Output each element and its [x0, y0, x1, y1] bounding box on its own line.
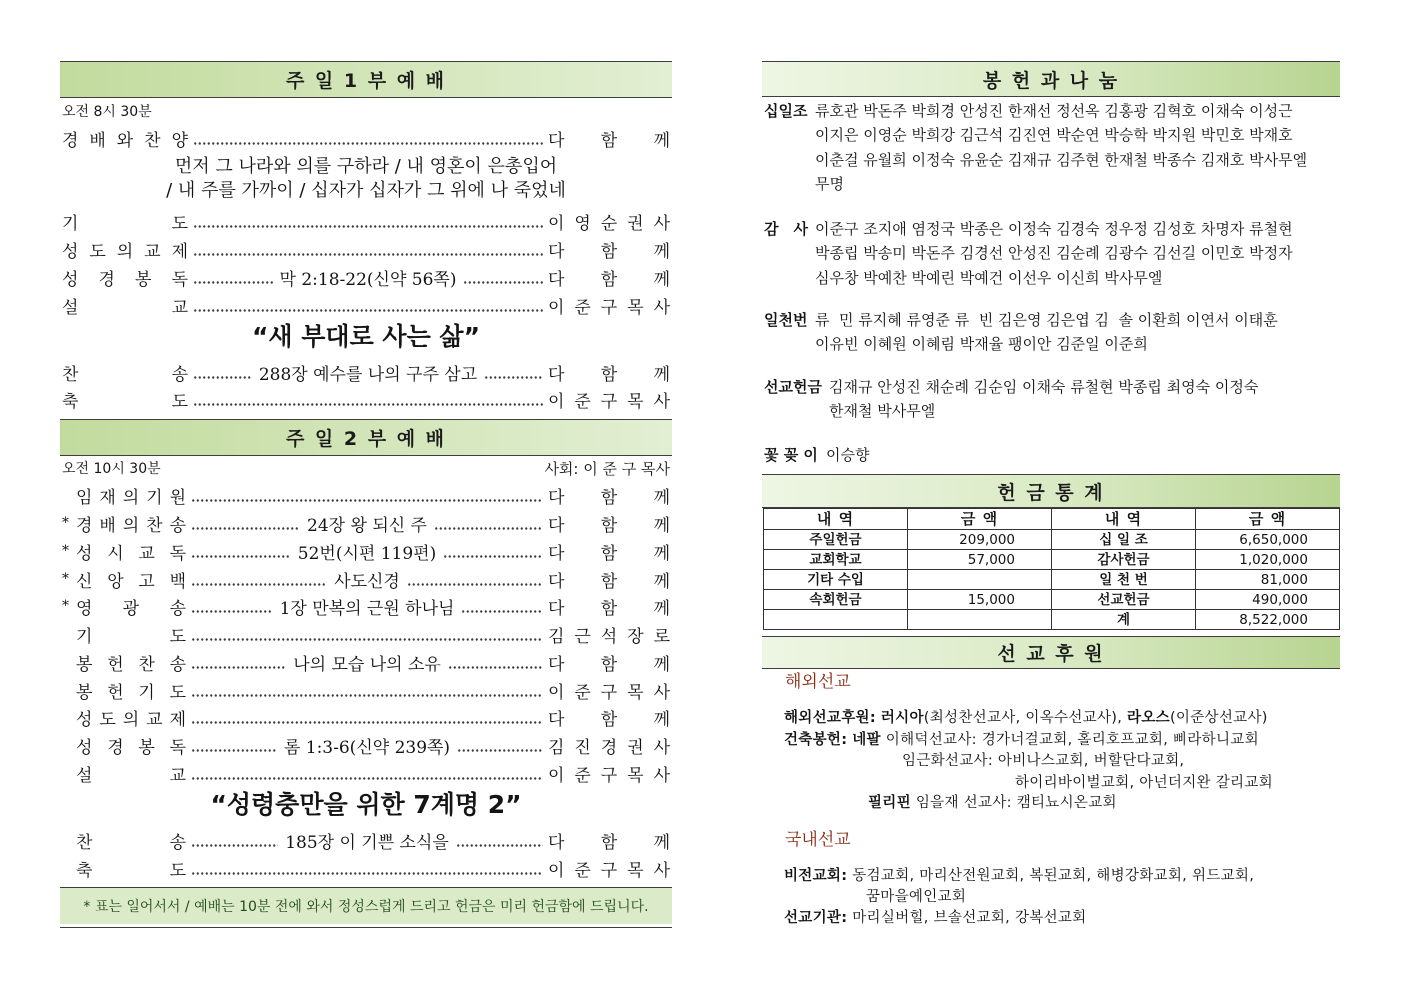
- row-label: 영 광 송: [76, 598, 186, 619]
- footer-note: * 표는 일어서서 / 예배는 10분 전에 와서 정성스럽게 드리고 헌금은 미리 헌금함에 드립니다.: [60, 887, 672, 924]
- dot-leader: [193, 235, 543, 263]
- offering-column: [762, 0, 1340, 992]
- table-row: [764, 530, 1340, 550]
- vision-churches: 동검교회, 마리산전원교회, 복된교회, 해병강화교회, 위드교회,: [852, 868, 1255, 884]
- names-line: 박종립 박송미 박돈주 김경선 안성진 김순례 김광수 김선길 이민호 박정자: [815, 244, 1293, 263]
- dot-leader: [191, 676, 543, 704]
- item-cell: 기타 수입: [764, 570, 908, 590]
- row-detail: 185장 이 기쁜 소식을: [285, 832, 449, 853]
- item-cell: [764, 610, 908, 630]
- item-cell: 교회학교: [764, 550, 908, 570]
- row-detail: 24장 왕 되신 주: [307, 515, 427, 536]
- service1-row: [60, 124, 672, 152]
- row-label: 설 교: [62, 297, 188, 318]
- row-label: 축 도: [62, 391, 188, 412]
- total-label-cell: 계: [1052, 610, 1196, 630]
- amount-cell: 1,020,000: [1196, 550, 1340, 570]
- service1-row: [60, 358, 672, 386]
- russia-missionaries: (최성찬선교사, 이옥수선교사),: [923, 710, 1128, 726]
- dot-leader: [461, 592, 543, 620]
- row-leader: 다 함 께: [548, 364, 671, 385]
- row-detail: 롬 1:3-6(신약 239쪽): [283, 737, 451, 758]
- names-line: 이춘걸 유월희 이정숙 유윤순 김재규 김주현 한재철 박종수 김재호 박사무엘: [815, 150, 1308, 169]
- row-leader: 다 함 께: [548, 515, 671, 536]
- item-cell: 십 일 조: [1052, 530, 1196, 550]
- row-leader: 다 함 께: [548, 130, 670, 151]
- dot-leader: [191, 509, 300, 537]
- amount-cell: 15,000: [908, 590, 1052, 610]
- row-label: 봉 헌 찬 송: [76, 654, 186, 675]
- names-line: 무명: [815, 174, 844, 193]
- row-label: 성 도 의 교 제: [76, 709, 186, 730]
- names-line: 류 민 류지혜 류영준 류 빈 김은영 김은엽 김 솔 이환희 이연서 이태훈: [815, 311, 1278, 329]
- row-label: 성 경 봉 독: [76, 737, 186, 758]
- praise-song-line: / 내 주를 가까이 / 십자가 십자가 그 위에 나 죽었네: [166, 180, 566, 201]
- thousand-label: 일천번: [764, 311, 808, 329]
- flowers-names: [826, 443, 869, 467]
- row-leader: 이 준 구 목 사: [548, 765, 670, 786]
- mission-agencies: 마리실버힐, 브솔선교회, 강복선교회: [852, 910, 1087, 926]
- item-cell: 감사헌금: [1052, 550, 1196, 570]
- dot-leader: [191, 759, 543, 787]
- service2-time: 오전 10시 30분: [62, 461, 161, 477]
- row-label: 성 경 봉 독: [62, 269, 188, 290]
- row-leader: 다 함 께: [548, 571, 671, 592]
- dot-leader: [191, 537, 291, 565]
- dot-leader: [191, 592, 273, 620]
- header-cell: 금 액: [908, 509, 1052, 530]
- service1-sermon-title: “새 부대로 사는 삶”: [251, 322, 481, 351]
- dot-leader: [191, 703, 543, 731]
- philippines-line: [868, 793, 1117, 813]
- offering-stats-table: [763, 508, 1340, 630]
- row-label: 신 앙 고 백: [76, 571, 186, 592]
- amount-cell: 6,650,000: [1196, 530, 1340, 550]
- mission-agencies-line: [784, 908, 1087, 928]
- row-detail: 막 2:18-22(신약 56쪽): [279, 269, 457, 290]
- names-line: 한재철 박사무엘: [829, 402, 936, 421]
- service2-row: [60, 648, 672, 676]
- laos-missionaries: (이준상선교사): [1169, 710, 1268, 726]
- missions-header: 선 교 후 원: [762, 636, 1340, 669]
- dot-leader: [191, 731, 277, 759]
- row-leader: 다 함 께: [548, 598, 671, 619]
- service1-header: 주 일 1 부 예 배: [60, 61, 672, 98]
- thanks-label: 감 사: [764, 220, 808, 238]
- row-leader: 김 근 석 장 로: [548, 626, 670, 647]
- overseas-support-line: [784, 708, 1268, 728]
- row-leader: 이 준 구 목 사: [548, 682, 670, 703]
- amount-cell: 57,000: [908, 550, 1052, 570]
- table-row: [764, 550, 1340, 570]
- dot-leader: [407, 565, 543, 593]
- item-cell: 선교헌금: [1052, 590, 1196, 610]
- nepal-churches: 이해덕선교사: 경가너걸교회, 홀리호프교회, 삐라하니교회: [885, 732, 1259, 748]
- row-label: 성 시 교 독: [76, 543, 186, 564]
- mission-offering-label: 선교헌금: [764, 378, 822, 396]
- service2-header: 주 일 2 부 예 배: [60, 419, 672, 456]
- row-label: 임 재 의 기 원: [76, 487, 186, 508]
- row-leader: 이 준 구 목 사: [548, 860, 670, 881]
- names-line: 이지은 이영순 박희강 김근석 김진연 박순연 박승학 박지원 박민호 박재호: [815, 126, 1293, 145]
- country-nepal: 네팔: [852, 732, 881, 748]
- row-leader: 다 함 께: [548, 543, 670, 564]
- mission-agencies-label: 선교기관:: [784, 910, 848, 926]
- row-label: 봉 헌 기 도: [76, 682, 186, 703]
- row-leader: 다 함 께: [548, 487, 670, 508]
- row-label: 설 교: [76, 765, 186, 786]
- service2-row: [60, 592, 672, 620]
- row-leader: 이 준 구 목 사: [548, 391, 670, 412]
- item-cell: 일 천 번: [1052, 570, 1196, 590]
- amount-cell: 209,000: [908, 530, 1052, 550]
- dot-leader: [193, 358, 252, 386]
- service1-time: 오전 8시 30분: [62, 104, 152, 120]
- dot-leader: [457, 731, 543, 759]
- thanks-names: [815, 217, 1293, 290]
- tithe-label: 십일조: [764, 102, 808, 120]
- domestic-missions-heading: 국내선교: [785, 830, 851, 850]
- dot-leader: [193, 291, 543, 319]
- dot-leader: [191, 620, 543, 648]
- vision-churches-line: 꿈마을예인교회: [866, 889, 967, 905]
- service2-row: [60, 620, 672, 648]
- flowers-label: 꽃 꽂 이: [764, 446, 818, 464]
- table-row: [764, 590, 1340, 610]
- row-label: 기 도: [62, 213, 188, 234]
- total-amount-cell: 8,522,000: [1196, 610, 1340, 630]
- worship-order-column: [60, 0, 672, 992]
- names-line: 김재규 안성진 채순례 김순임 이채숙 류철현 박종립 최영숙 이정숙: [829, 378, 1259, 396]
- names-line: 류호관 박돈주 박희경 안성진 한재선 정선옥 김홍광 김혁호 이채숙 이성근: [815, 102, 1293, 120]
- table-row: [764, 570, 1340, 590]
- country-laos: 라오스: [1127, 710, 1170, 726]
- service1-row: [60, 291, 672, 319]
- service2-row: [60, 565, 672, 593]
- names-line: 이준구 조지애 염정국 박종은 이정숙 김경숙 정우정 김성호 차명자 류철현: [815, 220, 1293, 238]
- header-cell: 금 액: [1196, 509, 1340, 530]
- service2-host: 사회: 이 준 구 목사: [544, 460, 670, 478]
- dot-leader: [484, 358, 543, 386]
- country-russia: 러시아: [880, 710, 924, 726]
- country-philippines: 필리핀: [868, 795, 911, 811]
- names-line: 심우창 박예찬 박예린 박예건 이선우 이신희 박사무엘: [815, 268, 1163, 287]
- service2-row: [60, 854, 672, 882]
- standing-mark: *: [62, 543, 69, 559]
- row-detail: 288장 예수를 나의 구주 삼고: [258, 364, 478, 385]
- dot-leader: [191, 826, 278, 854]
- row-detail: 나의 모습 나의 소유: [293, 654, 441, 675]
- row-leader: 다 함 께: [548, 269, 671, 290]
- row-leader: 다 함 께: [548, 709, 670, 730]
- service2-row: [60, 481, 672, 509]
- amount-cell: [908, 610, 1052, 630]
- vision-churches-line: [784, 866, 1254, 886]
- service2-row: [60, 676, 672, 704]
- row-leader: 다 함 께: [548, 241, 670, 262]
- thousand-names: [815, 308, 1278, 357]
- service2-row: [60, 731, 672, 759]
- row-detail: 1장 만복의 근원 하나님: [279, 598, 455, 619]
- row-detail: 52번(시편 119편): [297, 543, 437, 564]
- standing-mark: *: [62, 571, 69, 587]
- header-cell: 내 역: [764, 509, 908, 530]
- row-label: 성 도 의 교 제: [62, 241, 188, 262]
- offering-header: 봉 헌 과 나 눔: [762, 61, 1340, 97]
- service2-row: [60, 703, 672, 731]
- building-offering-label: 건축봉헌:: [784, 732, 848, 748]
- service2-sermon-title: “성령충만을 위한 7계명 2”: [210, 790, 522, 819]
- row-label: 경 배 와 찬 양: [62, 130, 188, 151]
- amount-cell: [908, 570, 1052, 590]
- row-leader: 다 함 께: [548, 654, 670, 675]
- dot-leader: [193, 124, 543, 152]
- row-label: 경 배 의 찬 송: [76, 515, 186, 536]
- row-label: 찬 송: [76, 832, 186, 853]
- building-offering-line: [784, 730, 1259, 750]
- table-total-row: [764, 610, 1340, 630]
- row-leader: 김 진 경 권 사: [548, 737, 671, 758]
- item-cell: 속회헌금: [764, 590, 908, 610]
- service2-row: [60, 826, 672, 854]
- row-leader: 이 준 구 목 사: [548, 297, 670, 318]
- dot-leader: [443, 537, 543, 565]
- row-label: 기 도: [76, 626, 186, 647]
- stats-header: 헌 금 통 계: [762, 474, 1340, 508]
- standing-mark: *: [62, 598, 69, 614]
- dot-leader: [191, 854, 543, 882]
- header-cell: 내 역: [1052, 509, 1196, 530]
- service2-row: [60, 537, 672, 565]
- bottom-divider: [60, 927, 672, 928]
- row-leader: 이 영 순 권 사: [548, 213, 670, 234]
- service1-row: [60, 263, 672, 291]
- row-label: 찬 송: [62, 364, 188, 385]
- service1-row: [60, 207, 672, 235]
- vision-churches-label: 비전교회:: [784, 868, 848, 884]
- service1-row: [60, 235, 672, 263]
- table-header-row: [764, 509, 1340, 530]
- service2-row: [60, 759, 672, 787]
- item-cell: 주일헌금: [764, 530, 908, 550]
- standing-mark: *: [62, 515, 69, 531]
- overseas-missions-heading: 해외선교: [785, 672, 851, 692]
- overseas-support-label: 해외선교후원:: [784, 710, 876, 726]
- dot-leader: [193, 385, 543, 413]
- dot-leader: [191, 481, 543, 509]
- dot-leader: [193, 263, 273, 291]
- flowers-name: 이승향: [826, 446, 870, 464]
- dot-leader: [434, 509, 543, 537]
- row-leader: 다 함 께: [548, 832, 670, 853]
- service1-row: [60, 385, 672, 413]
- dot-leader: [191, 565, 327, 593]
- names-line: 이유빈 이혜원 이혜림 박재율 팽이안 김준일 이준희: [815, 335, 1148, 354]
- praise-song-line: 먼저 그 나라와 의를 구하라 / 내 영혼이 은총입어: [174, 156, 558, 177]
- dot-leader: [463, 263, 543, 291]
- amount-cell: 81,000: [1196, 570, 1340, 590]
- nepal-churches-line: 하이리바이벌교회, 아넌더지완 갈리교회: [1015, 775, 1273, 791]
- dot-leader: [193, 207, 543, 235]
- dot-leader: [456, 826, 543, 854]
- row-label: 축 도: [76, 860, 186, 881]
- dot-leader: [191, 648, 286, 676]
- mission-offering-names: [829, 375, 1258, 424]
- service2-row: [60, 509, 672, 537]
- dot-leader: [448, 648, 543, 676]
- amount-cell: 490,000: [1196, 590, 1340, 610]
- tithe-names: [815, 99, 1307, 196]
- row-detail: 사도신경: [334, 571, 400, 592]
- nepal-churches-line: 임근화선교사: 아비나스교회, 버할단다교회,: [902, 753, 1185, 769]
- philippines-missionary: 임을재 선교사: 캠티뇨시온교회: [915, 795, 1117, 811]
